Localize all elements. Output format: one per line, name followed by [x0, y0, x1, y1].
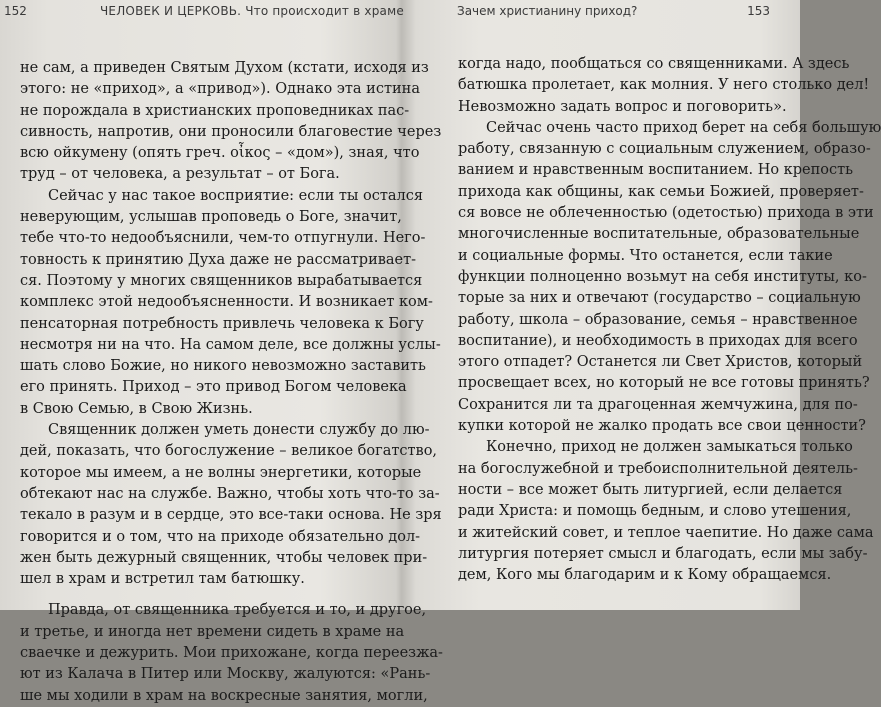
text-line: и житейский совет, и теплое чаепитие. Но даже сама [458, 524, 874, 541]
text-line: этого отпадет? Останется ли Свет Христов, который [458, 354, 863, 371]
text-line: его принять. Приход – это привод Богом человека [20, 379, 407, 396]
paragraph [458, 118, 881, 437]
text-line: шать слово Божие, но никого невозможно заставить [20, 358, 426, 375]
text-line: ради Христа: и помощь бедным, и слово утешения, [458, 503, 852, 520]
text-line: сивность, напротив, они проносили благовестие через [20, 123, 442, 140]
text-line: работу, связанную с социальным служением, образо- [458, 141, 871, 158]
text-line: сваечке и дежурить. Мои прихожане, когда переезжа- [20, 645, 443, 662]
text-line: в Свою Семью, в Свою Жизнь. [20, 400, 253, 417]
text-line: труд – от человека, а результат – от Бога. [20, 166, 340, 183]
text-line: говорится и о том, что на приходе обязательно дол- [20, 528, 421, 545]
text-line: несмотря ни на что. На самом деле, все должны услы- [20, 336, 441, 353]
text-line: ся вовсе не облеченностью (одетостью) прихода в эти [458, 205, 874, 222]
text-line: ше мы ходили в храм на воскресные занятия, могли, [20, 687, 428, 704]
text-line: воспитание), и необходимость в приходах для всего [458, 332, 858, 349]
text-line: не порождала в христианских проповедниках пас- [20, 102, 410, 119]
paragraph [20, 420, 442, 590]
text-line: жен быть дежурный священник, чтобы человек при- [20, 549, 428, 566]
text-line: Сохранится ли та драгоценная жемчужина, для по- [458, 396, 858, 413]
text-line: Невозможно задать вопрос и поговорить». [458, 98, 787, 115]
text-line: дей, показать, что богослужение – великое богатство, [20, 443, 438, 460]
text-line: когда надо, пообщаться со священниками. А здесь [458, 56, 850, 72]
text-line: тебе что-то недообъяснили, чем-то отпугнули. Негo- [20, 230, 426, 247]
text-line: купки которой не жалко продать все свои ценности? [458, 418, 866, 435]
right-page [401, 0, 881, 610]
paragraph [20, 186, 441, 420]
paragraph [458, 54, 870, 118]
page-number: 152 [4, 4, 27, 18]
text-line: ванием и нравственным воспитанием. Но крепость [458, 162, 854, 179]
text-line: на богослужебной и требоисполнительной деятель- [458, 460, 858, 477]
text-line: которое мы имеем, а не волны энергетики, которые [20, 464, 422, 481]
text-line: текало в разум и в сердце, это все-таки основа. Не зря [20, 507, 442, 524]
text-line: комплекс этой недообъясненности. И возникает ком- [20, 294, 433, 311]
text-line: обтекают нас на службе. Важно, чтобы хоть что-то за- [20, 485, 440, 502]
text-line: этого: не «приход», а «привод»). Однако эта истина [20, 81, 420, 98]
text-line: Сейчас очень часто приход берет на себя большую [486, 119, 881, 136]
paragraph [20, 600, 443, 706]
text-line: многочисленные воспитательные, образовательные [458, 226, 860, 243]
text-line: шел в храм и встретил там батюшку. [20, 571, 305, 588]
text-line: ся. Поэтому у многих священников вырабатывается [20, 272, 423, 289]
left-body-text [20, 58, 443, 707]
right-body-text [458, 54, 881, 586]
text-line: Правда, от священника требуется и то, и другое, [48, 602, 427, 619]
text-line: Сейчас у нас такое восприятие: если ты остался [48, 187, 424, 204]
text-line: пенсаторная потребность привлечь человека к Богу [20, 315, 424, 332]
text-line: Конечно, приход не должен замыкаться только [486, 439, 853, 456]
text-line: ют из Калача в Питер или Москву, жалуются: «Рань- [20, 666, 431, 683]
text-line: Священник должен уметь донести службу до лю- [48, 422, 430, 439]
text-line: функции полноценно возьмут на себя институты, ко- [458, 268, 867, 285]
text-line: торые за них и отвечают (государство – социальную [458, 290, 861, 307]
text-line: батюшка пролетает, как молния. У него столько дел! [458, 77, 870, 94]
text-line: просвещает всех, но который не все готовы принять? [458, 375, 870, 392]
page-number: 153 [747, 4, 770, 18]
running-head: ЧЕЛОВЕК И ЦЕРКОВЬ. Что происходит в храме [100, 4, 404, 18]
paragraph [458, 437, 874, 586]
text-line: неверующим, услышав проповедь о Боге, значит, [20, 209, 402, 226]
paragraph-gap [20, 590, 382, 600]
text-line: всю ойкумену (опять греч. οἶκος – «дом»), зная, что [20, 145, 420, 162]
running-head: Зачем христианину приход? [457, 4, 638, 18]
text-line: и третье, и иногда нет времени сидеть в храме на [20, 623, 405, 640]
text-line: и социальные формы. Что останется, если такие [458, 247, 833, 264]
text-line: не сам, а приведен Святым Духом (кстати, исходя из [20, 60, 429, 76]
text-line: работу, школа – образование, семья – нравственное [458, 311, 858, 328]
text-line: прихода как общины, как семьи Божией, проверяет- [458, 183, 864, 200]
text-line: товность к принятию Духа даже не рассматривает- [20, 251, 417, 268]
paragraph [20, 58, 442, 186]
text-line: литургия потеряет смысл и благодать, если мы забу- [458, 545, 868, 562]
text-line: дем, Кого мы благодарим и к Кому обращаемся. [458, 567, 832, 584]
text-line: ности – все может быть литургией, если делается [458, 481, 843, 498]
